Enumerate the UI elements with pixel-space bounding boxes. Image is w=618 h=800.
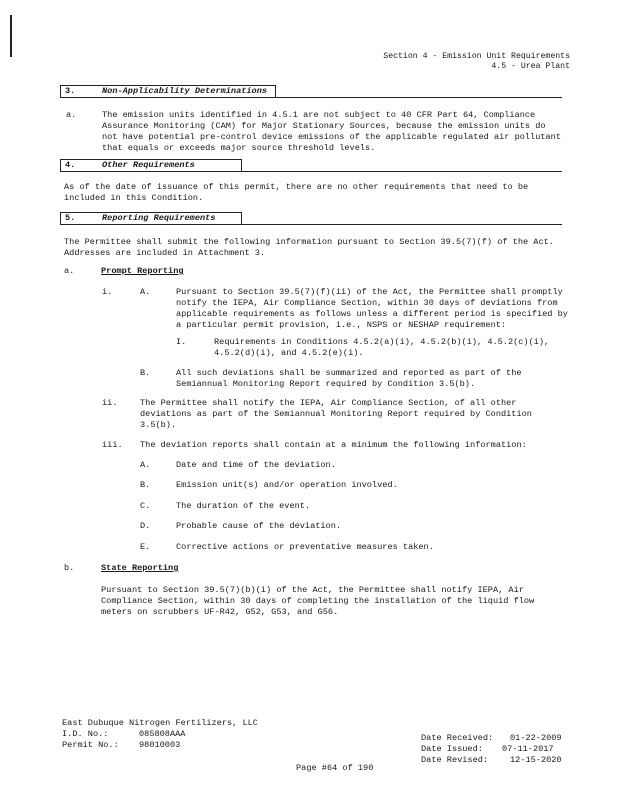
header-subsection-title: 4.5 - Urea Plant (491, 62, 570, 71)
item-i-A-I-label: I. (176, 337, 187, 347)
section-3-title: Non-Applicability Determinations (102, 86, 268, 96)
prompt-reporting-title: Prompt Reporting (101, 266, 184, 276)
list-item-label: D. (140, 521, 151, 531)
item-a-label: a. (64, 266, 75, 276)
item-iii-text: The deviation reports shall contain at a minimum the following information: (140, 440, 527, 450)
section-3-item-a-text: The emission units identified in 4.5.1 are not subject to 40 CFR Part 64, Compliance Assurance Monitoring (CAM) for Major Stationary Sources, because the emission units do not have potential pre-control device emissions of the applicable regulated air pollutant that equals or exceeds major source threshold levels. (102, 110, 561, 153)
item-b-label: b. (64, 563, 75, 573)
section-5-number: 5. (65, 213, 76, 223)
section-3-item-a-label: a. (66, 110, 77, 120)
list-item-label: C. (140, 501, 151, 511)
footer-issued-label: Date Issued: (421, 744, 483, 754)
section-4-heading (60, 159, 562, 172)
footer-permit-label: Permit No.: (62, 740, 119, 750)
section-4-title: Other Requirements (102, 160, 195, 170)
item-i-B-text: All such deviations shall be summarized and reported as part of the Semiannual Monitoring Report required by Condition 3.5(b). (176, 368, 522, 389)
section-3-number: 3. (65, 86, 76, 96)
item-i-B-label: B. (140, 368, 151, 378)
header-section-title: Section 4 - Emission Unit Requirements (383, 52, 570, 61)
list-item-label: B. (140, 480, 151, 490)
state-reporting-text: Pursuant to Section 39.5(7)(b)(i) of the Act, the Permittee shall notify IEPA, Air Compliance Section, within 30 days of completing the installation of the liquid flow meters on scrubbers UF-R42, G52, G53, and G56. (101, 585, 535, 617)
list-item: Date and time of the deviation. (176, 460, 336, 470)
list-item: Corrective actions or preventative measures taken. (176, 542, 434, 552)
footer-received-value: 01-22-2009 (510, 733, 562, 743)
item-iii-label: iii. (102, 440, 123, 450)
item-i-A-text: Pursuant to Section 39.5(7)(f)(ii) of the Act, the Permittee shall promptly notify the IEPA, Air Compliance Section, within 30 days of deviations from applicable requirements as follows unless a different period is specified by a particular permit provision, i.e., NSPS or NESHAP requirement: (176, 287, 568, 330)
section-3-heading (60, 85, 562, 98)
footer-revised-value: 12-15-2020 (510, 755, 562, 765)
item-ii-text: The Permittee shall notify the IEPA, Air Compliance Section, of all other deviations as part of the Semiannual Monitoring Report required by Condition 3.5(b). (140, 398, 532, 430)
footer-received-label: Date Received: (421, 733, 494, 743)
footer-revised-label: Date Revised: (421, 755, 489, 765)
item-i-label: i. (102, 287, 113, 297)
page-number: Page #64 of 190 (296, 763, 374, 773)
section-4-text: As of the date of issuance of this permit, there are no other requirements that need to be included in this Condition. (64, 182, 529, 203)
list-item: Emission unit(s) and/or operation involved. (176, 480, 398, 490)
footer-issued-value: 07-11-2017 (502, 744, 554, 754)
item-i-A-label: A. (140, 287, 151, 297)
section-5-intro: The Permittee shall submit the following information pursuant to Section 39.5(7)(f) of the Act. Addresses are included in Attachment 3. (64, 237, 554, 258)
list-item-label: A. (140, 460, 151, 470)
section-5-heading (60, 212, 562, 225)
item-i-A-I-text: Requirements in Conditions 4.5.2(a)(i), 4.5.2(b)(i), 4.5.2(c)(i), 4.5.2(d)(i), and 4.5.2(e)(i). (214, 337, 550, 358)
scan-artifact-line (10, 15, 12, 57)
list-item: The duration of the event. (176, 501, 311, 511)
list-item: Probable cause of the deviation. (176, 521, 342, 531)
list-item-label: E. (140, 542, 151, 552)
footer-id-label: I.D. No.: (62, 729, 109, 739)
footer-company: East Dubuque Nitrogen Fertilizers, LLC (62, 718, 258, 728)
section-4-number: 4. (65, 160, 76, 170)
state-reporting-title: State Reporting (101, 563, 179, 573)
section-5-title: Reporting Requirements (102, 213, 216, 223)
item-ii-label: ii. (102, 398, 118, 408)
footer-permit-value: 98010003 (139, 740, 181, 750)
footer-id-value: 085808AAA (139, 729, 186, 739)
